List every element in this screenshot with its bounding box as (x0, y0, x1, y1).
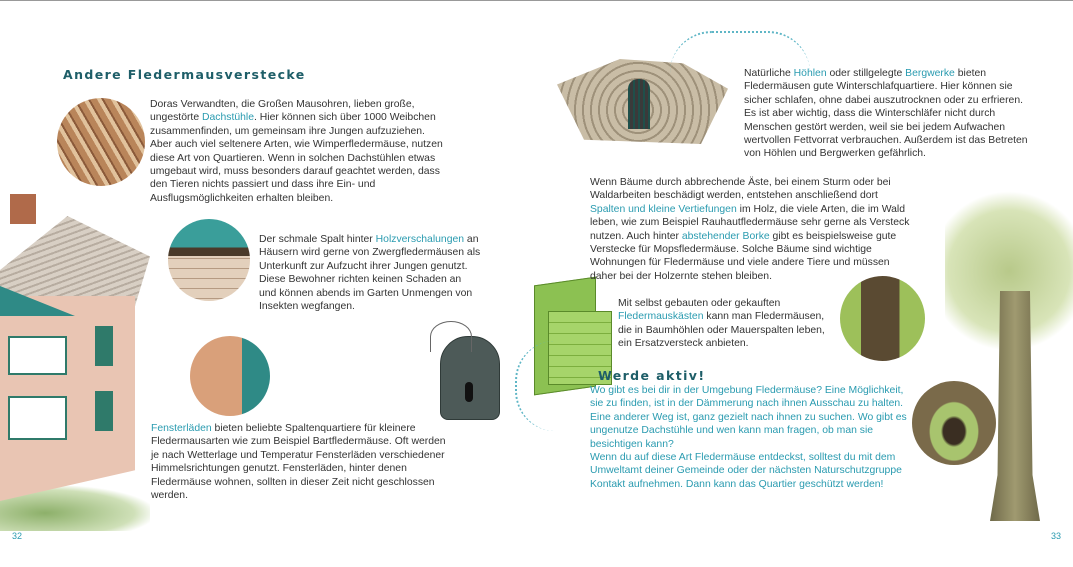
shutters-paragraph (151, 422, 451, 502)
text: Mit selbst gebauten oder gekauften (618, 298, 781, 309)
page-number-left: 32 (12, 531, 23, 541)
attic-paragraph (150, 98, 445, 205)
text: im Holz, die viele Arten, die im Wald leben, wie zum Beispiel Rauhautfledermäuse sehr gerne als Versteck nutzen. Auch hinter (590, 203, 910, 242)
keyword-bat-boxes: Fledermauskästen (618, 311, 704, 323)
wood-cladding-image (168, 219, 250, 301)
section-heading: Andere Fledermausverstecke (63, 67, 306, 82)
keyword-mines: Bergwerke (905, 68, 955, 79)
active-paragraph-1: Wo gibt es bei dir in der Umgebung Fledermäuse? Eine Möglichkeit, sie zu finden, ist in der Dämmerung nach ihnen Ausschau zu halten. Eine anderer Weg ist, ganz gezielt nach ihnen zu suchen. Wo gibt es ungenutze Dachstühle und wen kann man fragen, ob man sie besichtigen kann? (590, 385, 907, 450)
text: gibt es beispielsweise gute Verstecke für Mopsfledermäuse. Solche Bäume sind wichtige Wohnungen für Fledermäuse und viele andere Tiere und müssen daher bei der Holzernte stehen bleiben. (590, 230, 897, 282)
attic-bats-image (57, 98, 145, 186)
keyword-caves: Höhlen (793, 68, 827, 79)
keyword-crevices: Spalten und kleine Vertiefungen (590, 203, 737, 215)
tree-illustration (925, 181, 1073, 521)
keyword-attics: Dachstühle (202, 112, 254, 124)
dotted-connector (515, 341, 587, 431)
page-number-right: 33 (1050, 531, 1061, 541)
cladding-paragraph (259, 233, 481, 313)
werde-aktiv-heading: Werde aktiv! (598, 368, 706, 383)
tree-crevice-image (840, 276, 925, 361)
keyword-bark: abstehender Borke (681, 230, 770, 242)
tree-bark-image (912, 381, 996, 465)
text: Wenn Bäume durch abbrechende Äste, bei einem Sturm oder bei Waldarbeiten beschädigt werden, entstehen anschließend dort (590, 177, 891, 202)
keyword-shutters: Fensterläden (151, 423, 212, 434)
bat-boxes-paragraph (618, 297, 840, 351)
text: Natürliche (744, 68, 794, 79)
hanger-wire (430, 321, 472, 352)
house-illustration (0, 186, 150, 526)
text: Der schmale Spalt hinter (259, 234, 376, 245)
text: bieten beliebte Spaltenquartiere für kleinere Fledermausarten wie zum Beispiel Bartfledermäuse. Oft werden je nach Wetterlage und Temperatur Fensterläden verschiedener Himmelsrichtungen genutzt. Fensterläden, hinter denen Fledermäuse wohnen, sollten in dieser Zeit nicht geschlossen werden. (151, 423, 446, 502)
text: Doras Verwandten, die Großen Mausohren, lieben große, ungestörte (150, 99, 415, 124)
text: . Hier können sich über 1000 Weibchen zusammenfinden, um gemeinsam ihre Jungen aufzuziehen. Aber auch viel seltenere Arten, wie Wimperfledermäuse, nutzen diese Art von Quartieren. Wenn in solchen Dachstühlen etwas umgebaut wird, muss besonders darauf geachtet werden, dass den Tieren nichts passiert und dass ihre Ein- und Ausflugsmöglichkeiten erhalten bleiben. (150, 112, 443, 204)
text: kann man Fledermäusen, die in Baumhöhlen oder Mauerspalten leben, ein Ersatzversteck anbieten. (618, 311, 825, 350)
keyword-cladding: Holzverschalungen (375, 234, 465, 245)
active-paragraph-2: Wenn du auf diese Art Fledermäuse entdeckst, solltest du mit dem Umweltamt deiner Gemeinde oder der nächsten Naturschutzgruppe Kontakt aufnehmen. Dann kann das Quartier geschützt werden! (590, 452, 902, 490)
text: an Häusern wird gerne von Zwergfledermäusen als Unterkunft zur Aufzucht ihrer Jungen genutzt. Diese Bewohner richten keinen Schaden an und können abends im Garten Unmengen von Insekten wegfangen. (259, 234, 481, 313)
text: oder stillgelegte (826, 68, 906, 79)
window-shutter-image (190, 336, 270, 416)
text: bieten Fledermäusen gute Winterschlafquartiere. Hier können sie sicher schlafen, ohne dabei auszutrocknen oder zu erfrieren. Es ist aber wichtig, dass die Winterschläfer nicht durch Menschen gestört werden, weil sie bei jedem Aufwachen wertvollen Fettvorrat verbrauchen. Außerdem ist das Betreten von Höhlen und Bergwerken gefährlich. (744, 68, 1028, 160)
caves-paragraph (744, 67, 1034, 161)
trees-paragraph (590, 176, 912, 283)
werde-aktiv-text (590, 384, 908, 491)
